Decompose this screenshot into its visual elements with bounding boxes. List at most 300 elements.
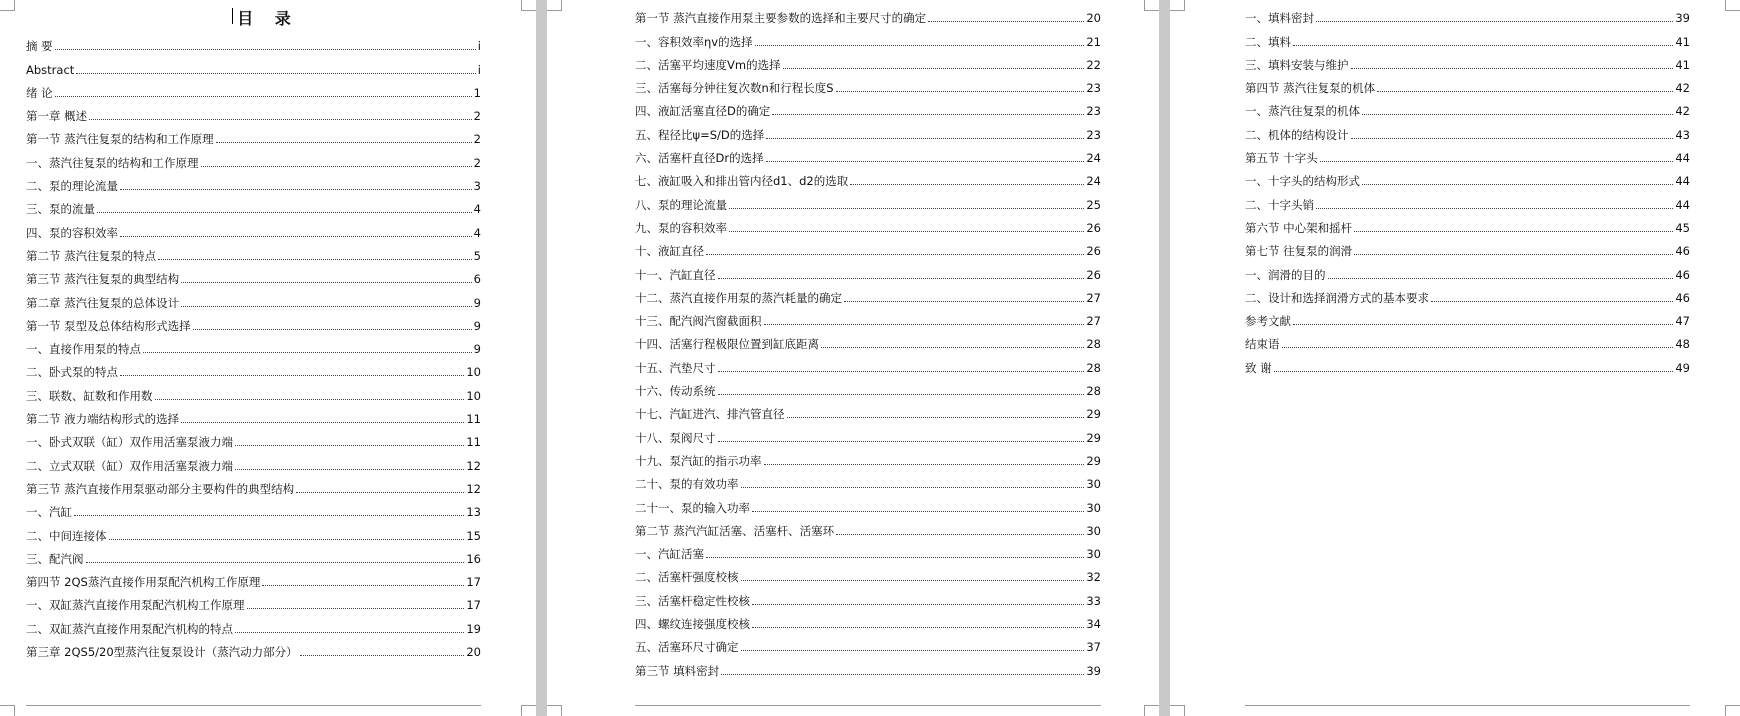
toc-leader-dots	[55, 49, 476, 50]
toc-entry[interactable]	[26, 310, 481, 333]
toc-page-number: 43	[1675, 127, 1690, 142]
footer-rule	[26, 705, 481, 706]
toc-entry-text: 第四节 蒸汽往复泵的机体	[1245, 81, 1376, 96]
toc-entry-text: 二、填料	[1245, 34, 1291, 49]
toc-entry[interactable]	[635, 165, 1101, 188]
toc-entry-text: 二、卧式泵的特点	[26, 365, 118, 380]
toc-entry-text: 一、填料密封	[1245, 11, 1314, 26]
toc-entry-text: 四、泵的容积效率	[26, 225, 118, 240]
toc-leader-dots	[300, 655, 465, 656]
toc-leader-dots	[787, 417, 1085, 418]
toc-entry-text: 第三章 2QS5/20型蒸汽往复泵设计（蒸汽动力部分）	[26, 645, 298, 660]
toc-page-number: 28	[1086, 360, 1101, 375]
toc-page-number: 29	[1086, 453, 1101, 468]
toc-entry-text: 三、填料安装与维护	[1245, 57, 1349, 72]
page-corner-mark	[1725, 0, 1740, 11]
toc-entry-text: 十二、蒸汽直接作用泵的蒸汽耗量的确定	[635, 290, 842, 305]
toc-leader-dots	[158, 259, 472, 260]
toc-entry[interactable]	[26, 356, 481, 379]
toc-leader-dots	[120, 375, 464, 376]
toc-entry[interactable]	[1245, 49, 1690, 72]
toc-page-number: 44	[1675, 151, 1690, 166]
toc-entry[interactable]	[635, 584, 1101, 607]
toc-entry-text: 一、汽缸活塞	[635, 547, 704, 562]
toc-entry[interactable]	[635, 631, 1101, 654]
toc-entry[interactable]	[26, 77, 481, 100]
toc-page-number: 15	[466, 528, 481, 543]
toc-entry-text: 五、程径比ψ=S/D的选择	[635, 127, 765, 142]
toc-leader-dots	[783, 68, 1085, 69]
toc-entry[interactable]	[1245, 258, 1690, 281]
toc-entry-text: 八、泵的理论流量	[635, 197, 727, 212]
toc-entry-text: 第二节 液力端结构形式的选择	[26, 412, 180, 427]
toc-entry[interactable]	[1245, 328, 1690, 351]
toc-page-number: 45	[1675, 220, 1690, 235]
toc-leader-dots	[235, 469, 464, 470]
toc-page-number: 6	[473, 272, 481, 287]
toc-page-number: 39	[1086, 663, 1101, 678]
toc-entry[interactable]	[26, 30, 481, 53]
toc-entry-text: 七、液缸吸入和排出管内径d1、d2的选取	[635, 174, 849, 189]
toc-leader-dots	[1362, 184, 1673, 185]
toc-leader-dots	[729, 208, 1084, 209]
toc-entry-text: 一、蒸汽往复泵的结构和工作原理	[26, 155, 199, 170]
toc-entry[interactable]	[635, 398, 1101, 421]
toc-page-number: 17	[466, 598, 481, 613]
toc-page-number: 4	[473, 225, 481, 240]
toc-leader-dots	[1431, 301, 1673, 302]
toc-entry-text: 六、活塞杆直径Dr的选择	[635, 151, 764, 166]
toc-entry[interactable]	[1245, 72, 1690, 95]
toc-entry[interactable]	[26, 193, 481, 216]
toc-leader-dots	[706, 557, 1084, 558]
toc-page-number: 46	[1675, 267, 1690, 282]
toc-entry-text: 十四、活塞行程极限位置到缸底距离	[635, 337, 819, 352]
toc-leader-dots	[844, 301, 1084, 302]
toc-page-number: 27	[1086, 290, 1101, 305]
toc-leader-dots	[55, 96, 472, 97]
toc-entry[interactable]	[635, 142, 1101, 165]
toc-leader-dots	[718, 441, 1085, 442]
toc-entry-text: 一、润滑的目的	[1245, 267, 1326, 282]
toc-entry[interactable]	[1245, 25, 1690, 48]
toc-page-number: 28	[1086, 384, 1101, 399]
toc-entry[interactable]	[26, 146, 481, 169]
toc-leader-dots	[201, 166, 472, 167]
toc-leader-dots	[741, 487, 1085, 488]
toc-entry[interactable]	[635, 421, 1101, 444]
toc-entry-text: 第二节 蒸汽汽缸活塞、活塞杆、活塞环	[635, 523, 835, 538]
toc-leader-dots	[764, 464, 1085, 465]
toc-entry[interactable]	[1245, 212, 1690, 235]
toc-entry[interactable]	[635, 118, 1101, 141]
toc-leader-dots	[718, 371, 1085, 372]
toc-entry-text: 第一节 蒸汽往复泵的结构和工作原理	[26, 132, 214, 147]
toc-entry[interactable]	[1245, 305, 1690, 328]
toc-entry-text: 第七节 往复泵的润滑	[1245, 244, 1353, 259]
toc-page-number: 3	[473, 179, 481, 194]
document-page-2[interactable]	[547, 0, 1159, 716]
toc-entry[interactable]	[635, 515, 1101, 538]
toc-page-number: 2	[473, 109, 481, 124]
toc-entry-text: 一、卧式双联（缸）双作用活塞泵液力端	[26, 435, 233, 450]
toc-leader-dots	[752, 511, 1084, 512]
toc-entry[interactable]	[1245, 2, 1690, 25]
toc-leader-dots	[1351, 68, 1674, 69]
toc-list	[635, 2, 1101, 678]
toc-leader-dots	[752, 627, 1084, 628]
toc-page-number: 2	[473, 155, 481, 170]
toc-entry-text: 二、设计和选择润滑方式的基本要求	[1245, 290, 1429, 305]
toc-page-number: 24	[1086, 151, 1101, 166]
page-corner-mark	[547, 705, 562, 716]
toc-entry-text: 三、活塞杆稳定性校核	[635, 593, 750, 608]
toc-entry[interactable]	[26, 612, 481, 635]
toc-leader-dots	[741, 580, 1085, 581]
toc-entry[interactable]	[26, 496, 481, 519]
toc-page-number: 49	[1675, 360, 1690, 375]
toc-entry-text: 二十一、泵的输入功率	[635, 500, 750, 515]
toc-page-number: 30	[1086, 523, 1101, 538]
toc-entry[interactable]	[635, 95, 1101, 118]
toc-entry-text: 第六节 中心架和摇杆	[1245, 220, 1353, 235]
toc-entry-text: 摘 要	[26, 39, 53, 54]
toc-page-number: 24	[1086, 174, 1101, 189]
page-corner-mark	[1725, 705, 1740, 716]
toc-page-number: 10	[466, 365, 481, 380]
toc-entry-text: 一、容积效率ηv的选择	[635, 34, 753, 49]
toc-page-number: 11	[466, 435, 481, 450]
toc-page-number: 4	[473, 202, 481, 217]
page-corner-mark	[1144, 705, 1159, 716]
toc-page-number: 9	[473, 318, 481, 333]
toc-entry-text: 二十、泵的有效功率	[635, 477, 739, 492]
toc-entry-text: 十五、汽垫尺寸	[635, 360, 716, 375]
toc-page-number: 41	[1675, 57, 1690, 72]
toc-entry[interactable]	[26, 216, 481, 239]
toc-entry-text: 绪 论	[26, 85, 53, 100]
toc-entry[interactable]	[26, 170, 481, 193]
toc-entry-text: 一、双缸蒸汽直接作用泵配汽机构工作原理	[26, 598, 245, 613]
toc-leader-dots	[1328, 278, 1674, 279]
toc-entry[interactable]	[1245, 351, 1690, 374]
toc-leader-dots	[235, 632, 464, 633]
toc-page-number: 34	[1086, 617, 1101, 632]
toc-entry-text: 十、液缸直径	[635, 244, 704, 259]
toc-entry-text: 第三节 填料密封	[635, 663, 720, 678]
document-page-1[interactable]	[0, 0, 536, 716]
toc-leader-dots	[928, 21, 1084, 22]
toc-leader-dots	[1354, 231, 1673, 232]
toc-page-number: 25	[1086, 197, 1101, 212]
toc-entry[interactable]	[1245, 235, 1690, 258]
toc-leader-dots	[74, 515, 464, 516]
toc-entry-text: 二、双缸蒸汽直接作用泵配汽机构的特点	[26, 621, 233, 636]
toc-page-number: 29	[1086, 430, 1101, 445]
toc-entry[interactable]	[26, 240, 481, 263]
toc-entry[interactable]	[26, 589, 481, 612]
toc-leader-dots	[821, 347, 1084, 348]
toc-entry[interactable]	[26, 473, 481, 496]
toc-page-number: 33	[1086, 593, 1101, 608]
toc-leader-dots	[1377, 91, 1673, 92]
toc-entry[interactable]	[26, 263, 481, 286]
toc-leader-dots	[216, 142, 472, 143]
toc-entry[interactable]	[26, 426, 481, 449]
toc-leader-dots	[1320, 161, 1674, 162]
toc-entry[interactable]	[635, 258, 1101, 281]
toc-entry[interactable]	[635, 654, 1101, 677]
toc-entry-text: 二、十字头销	[1245, 197, 1314, 212]
toc-entry-text: 四、液缸活塞直径D的确定	[635, 104, 771, 119]
document-page-3[interactable]	[1170, 0, 1740, 716]
toc-page-number: 13	[466, 505, 481, 520]
toc-leader-dots	[741, 650, 1085, 651]
toc-entry-text: 十一、汽缸直径	[635, 267, 716, 282]
toc-entry[interactable]	[635, 491, 1101, 514]
toc-leader-dots	[143, 352, 472, 353]
toc-entry-text: 一、直接作用泵的特点	[26, 342, 141, 357]
page-corner-mark	[521, 705, 536, 716]
toc-leader-dots	[86, 562, 465, 563]
toc-leader-dots	[181, 282, 472, 283]
toc-leader-dots	[109, 539, 465, 540]
toc-page-number: 42	[1675, 81, 1690, 96]
toc-entry-text: 十八、泵阀尺寸	[635, 430, 716, 445]
toc-entry[interactable]	[26, 449, 481, 472]
toc-page-number: 5	[473, 248, 481, 263]
toc-leader-dots	[120, 189, 472, 190]
toc-entry-text: 第四节 2QS蒸汽直接作用泵配汽机构工作原理	[26, 575, 261, 590]
toc-page-number: 44	[1675, 197, 1690, 212]
page-corner-mark	[1170, 0, 1185, 11]
toc-page-number: 41	[1675, 34, 1690, 49]
toc-page-number: 20	[1086, 11, 1101, 26]
toc-leader-dots	[766, 161, 1085, 162]
toc-leader-dots	[755, 45, 1085, 46]
toc-entry[interactable]	[635, 305, 1101, 328]
toc-entry[interactable]	[635, 282, 1101, 305]
toc-entry[interactable]	[1245, 165, 1690, 188]
toc-entry[interactable]	[635, 445, 1101, 468]
toc-entry-text: 第一章 概述	[26, 109, 88, 124]
toc-entry-text: 第一节 蒸汽直接作用泵主要参数的选择和主要尺寸的确定	[635, 11, 927, 26]
toc-entry[interactable]	[26, 519, 481, 542]
toc-entry[interactable]	[635, 351, 1101, 374]
toc-entry-text: 第三节 蒸汽直接作用泵驱动部分主要构件的典型结构	[26, 481, 295, 496]
toc-leader-dots	[193, 329, 472, 330]
toc-page-number: i	[477, 39, 481, 54]
page-corner-mark	[0, 705, 15, 716]
toc-entry-text: 十九、泵汽缸的指示功率	[635, 453, 762, 468]
toc-leader-dots	[1316, 21, 1673, 22]
toc-entry[interactable]	[635, 235, 1101, 258]
toc-leader-dots	[1293, 45, 1673, 46]
toc-entry[interactable]	[26, 53, 481, 76]
toc-entry-text: 结束语	[1245, 337, 1280, 352]
toc-entry-text: 二、活塞平均速度Vm的选择	[635, 57, 781, 72]
toc-entry-text: 十六、传动系统	[635, 384, 716, 399]
toc-page-number: 23	[1086, 104, 1101, 119]
toc-page-number: 30	[1086, 477, 1101, 492]
toc-leader-dots	[721, 674, 1084, 675]
toc-entry[interactable]	[635, 608, 1101, 631]
toc-page-number: 46	[1675, 290, 1690, 305]
toc-leader-dots	[706, 254, 1084, 255]
toc-page-number: 29	[1086, 407, 1101, 422]
toc-page-number: 11	[466, 412, 481, 427]
toc-page-number: 23	[1086, 81, 1101, 96]
toc-page-number: i	[477, 62, 481, 77]
toc-entry-text: 二、机体的结构设计	[1245, 127, 1349, 142]
toc-page-number: 28	[1086, 337, 1101, 352]
toc-page-number: 1	[473, 85, 481, 100]
toc-entry-text: 三、配汽阀	[26, 551, 84, 566]
toc-entry[interactable]	[26, 100, 481, 123]
toc-leader-dots	[1362, 114, 1673, 115]
toc-entry-text: 二、活塞杆强度校核	[635, 570, 739, 585]
toc-leader-dots	[181, 306, 472, 307]
toc-entry-text: 二、立式双联（缸）双作用活塞泵液力端	[26, 458, 233, 473]
footer-rule	[635, 705, 1101, 706]
toc-leader-dots	[120, 236, 472, 237]
toc-page-number: 12	[466, 458, 481, 473]
toc-entry-text: 十七、汽缸进汽、排汽管直径	[635, 407, 785, 422]
toc-entry-text: 二、泵的理论流量	[26, 179, 118, 194]
toc-page-number: 32	[1086, 570, 1101, 585]
toc-page-number: 16	[466, 551, 481, 566]
toc-entry-text: 三、活塞每分钟往复次数n和行程长度S	[635, 81, 834, 96]
toc-leader-dots	[718, 278, 1085, 279]
toc-page-number: 26	[1086, 220, 1101, 235]
toc-entry-text: 致 谢	[1245, 360, 1272, 375]
toc-entry[interactable]	[26, 123, 481, 146]
toc-entry-text: 三、联数、缸数和作用数	[26, 388, 153, 403]
toc-entry[interactable]	[635, 328, 1101, 351]
toc-entry-text: 参考文献	[1245, 314, 1291, 329]
toc-entry[interactable]	[635, 375, 1101, 398]
toc-entry[interactable]	[1245, 142, 1690, 165]
toc-entry-text: 三、泵的流量	[26, 202, 95, 217]
toc-leader-dots	[235, 445, 464, 446]
toc-entry[interactable]	[635, 561, 1101, 584]
toc-page-number: 2	[473, 132, 481, 147]
toc-entry-text: 第二章 蒸汽往复泵的总体设计	[26, 295, 180, 310]
page-corner-mark	[1170, 705, 1185, 716]
toc-leader-dots	[1351, 138, 1674, 139]
toc-leader-dots	[766, 138, 1084, 139]
toc-entry-text: 五、活塞环尺寸确定	[635, 640, 739, 655]
toc-entry[interactable]	[26, 543, 481, 566]
toc-leader-dots	[1354, 254, 1673, 255]
toc-list	[1245, 2, 1690, 375]
toc-entry[interactable]	[635, 468, 1101, 491]
toc-entry[interactable]	[26, 286, 481, 309]
toc-leader-dots	[1316, 208, 1673, 209]
footer-rule	[1245, 705, 1690, 706]
toc-entry[interactable]	[26, 333, 481, 356]
toc-page-number: 23	[1086, 127, 1101, 142]
toc-entry-text: 四、螺纹连接强度校核	[635, 617, 750, 632]
toc-leader-dots	[836, 91, 1085, 92]
toc-leader-dots	[181, 422, 464, 423]
toc-leader-dots	[764, 324, 1085, 325]
toc-page-number: 9	[473, 342, 481, 357]
toc-list	[26, 30, 481, 659]
toc-page-number: 30	[1086, 547, 1101, 562]
toc-page-number: 20	[466, 645, 481, 660]
toc-entry[interactable]	[1245, 95, 1690, 118]
page-corner-mark	[547, 0, 562, 11]
toc-page-number: 17	[466, 575, 481, 590]
toc-entry-text: 第三节 蒸汽往复泵的典型结构	[26, 272, 180, 287]
toc-page-number: 9	[473, 295, 481, 310]
toc-leader-dots	[1274, 371, 1674, 372]
toc-entry[interactable]	[635, 72, 1101, 95]
toc-leader-dots	[155, 399, 465, 400]
toc-entry[interactable]	[635, 49, 1101, 72]
toc-entry[interactable]	[1245, 188, 1690, 211]
toc-entry-text: 一、汽缸	[26, 505, 72, 520]
toc-leader-dots	[296, 492, 464, 493]
toc-entry[interactable]	[26, 379, 481, 402]
toc-page-number: 37	[1086, 640, 1101, 655]
toc-leader-dots	[1293, 324, 1673, 325]
toc-leader-dots	[836, 534, 1084, 535]
toc-entry[interactable]	[635, 188, 1101, 211]
toc-entry[interactable]	[26, 566, 481, 589]
toc-page-number: 26	[1086, 244, 1101, 259]
toc-leader-dots	[1282, 347, 1674, 348]
toc-entry[interactable]	[26, 636, 481, 659]
toc-page-number: 47	[1675, 314, 1690, 329]
toc-entry[interactable]	[635, 538, 1101, 561]
toc-entry[interactable]	[1245, 282, 1690, 305]
toc-leader-dots	[729, 231, 1084, 232]
toc-entry-text: 二、中间连接体	[26, 528, 107, 543]
toc-title: 目 录	[237, 9, 299, 28]
toc-entry-text: 一、十字头的结构形式	[1245, 174, 1360, 189]
toc-entry[interactable]	[26, 403, 481, 426]
toc-leader-dots	[718, 394, 1085, 395]
toc-leader-dots	[89, 119, 472, 120]
toc-page-number: 21	[1086, 34, 1101, 49]
toc-leader-dots	[752, 604, 1084, 605]
toc-page-number: 39	[1675, 11, 1690, 26]
toc-leader-dots	[772, 114, 1084, 115]
toc-page-number: 42	[1675, 104, 1690, 119]
toc-leader-dots	[850, 184, 1084, 185]
toc-entry[interactable]	[635, 25, 1101, 48]
toc-page-number: 22	[1086, 57, 1101, 72]
toc-page-number: 26	[1086, 267, 1101, 282]
toc-page-number: 10	[466, 388, 481, 403]
toc-entry[interactable]	[1245, 118, 1690, 141]
toc-entry[interactable]	[635, 212, 1101, 235]
toc-page-number: 48	[1675, 337, 1690, 352]
page-corner-mark	[1144, 0, 1159, 11]
toc-entry-text: Abstract	[26, 62, 75, 77]
toc-page-number: 44	[1675, 174, 1690, 189]
toc-leader-dots	[247, 608, 465, 609]
toc-entry-text: 一、蒸汽往复泵的机体	[1245, 104, 1360, 119]
toc-entry-text: 九、泵的容积效率	[635, 220, 727, 235]
toc-leader-dots	[97, 212, 472, 213]
toc-page-number: 27	[1086, 314, 1101, 329]
toc-entry-text: 第一节 泵型及总体结构形式选择	[26, 318, 191, 333]
toc-entry[interactable]	[635, 2, 1101, 25]
toc-entry-text: 十三、配汽阀汽窗截面积	[635, 314, 762, 329]
